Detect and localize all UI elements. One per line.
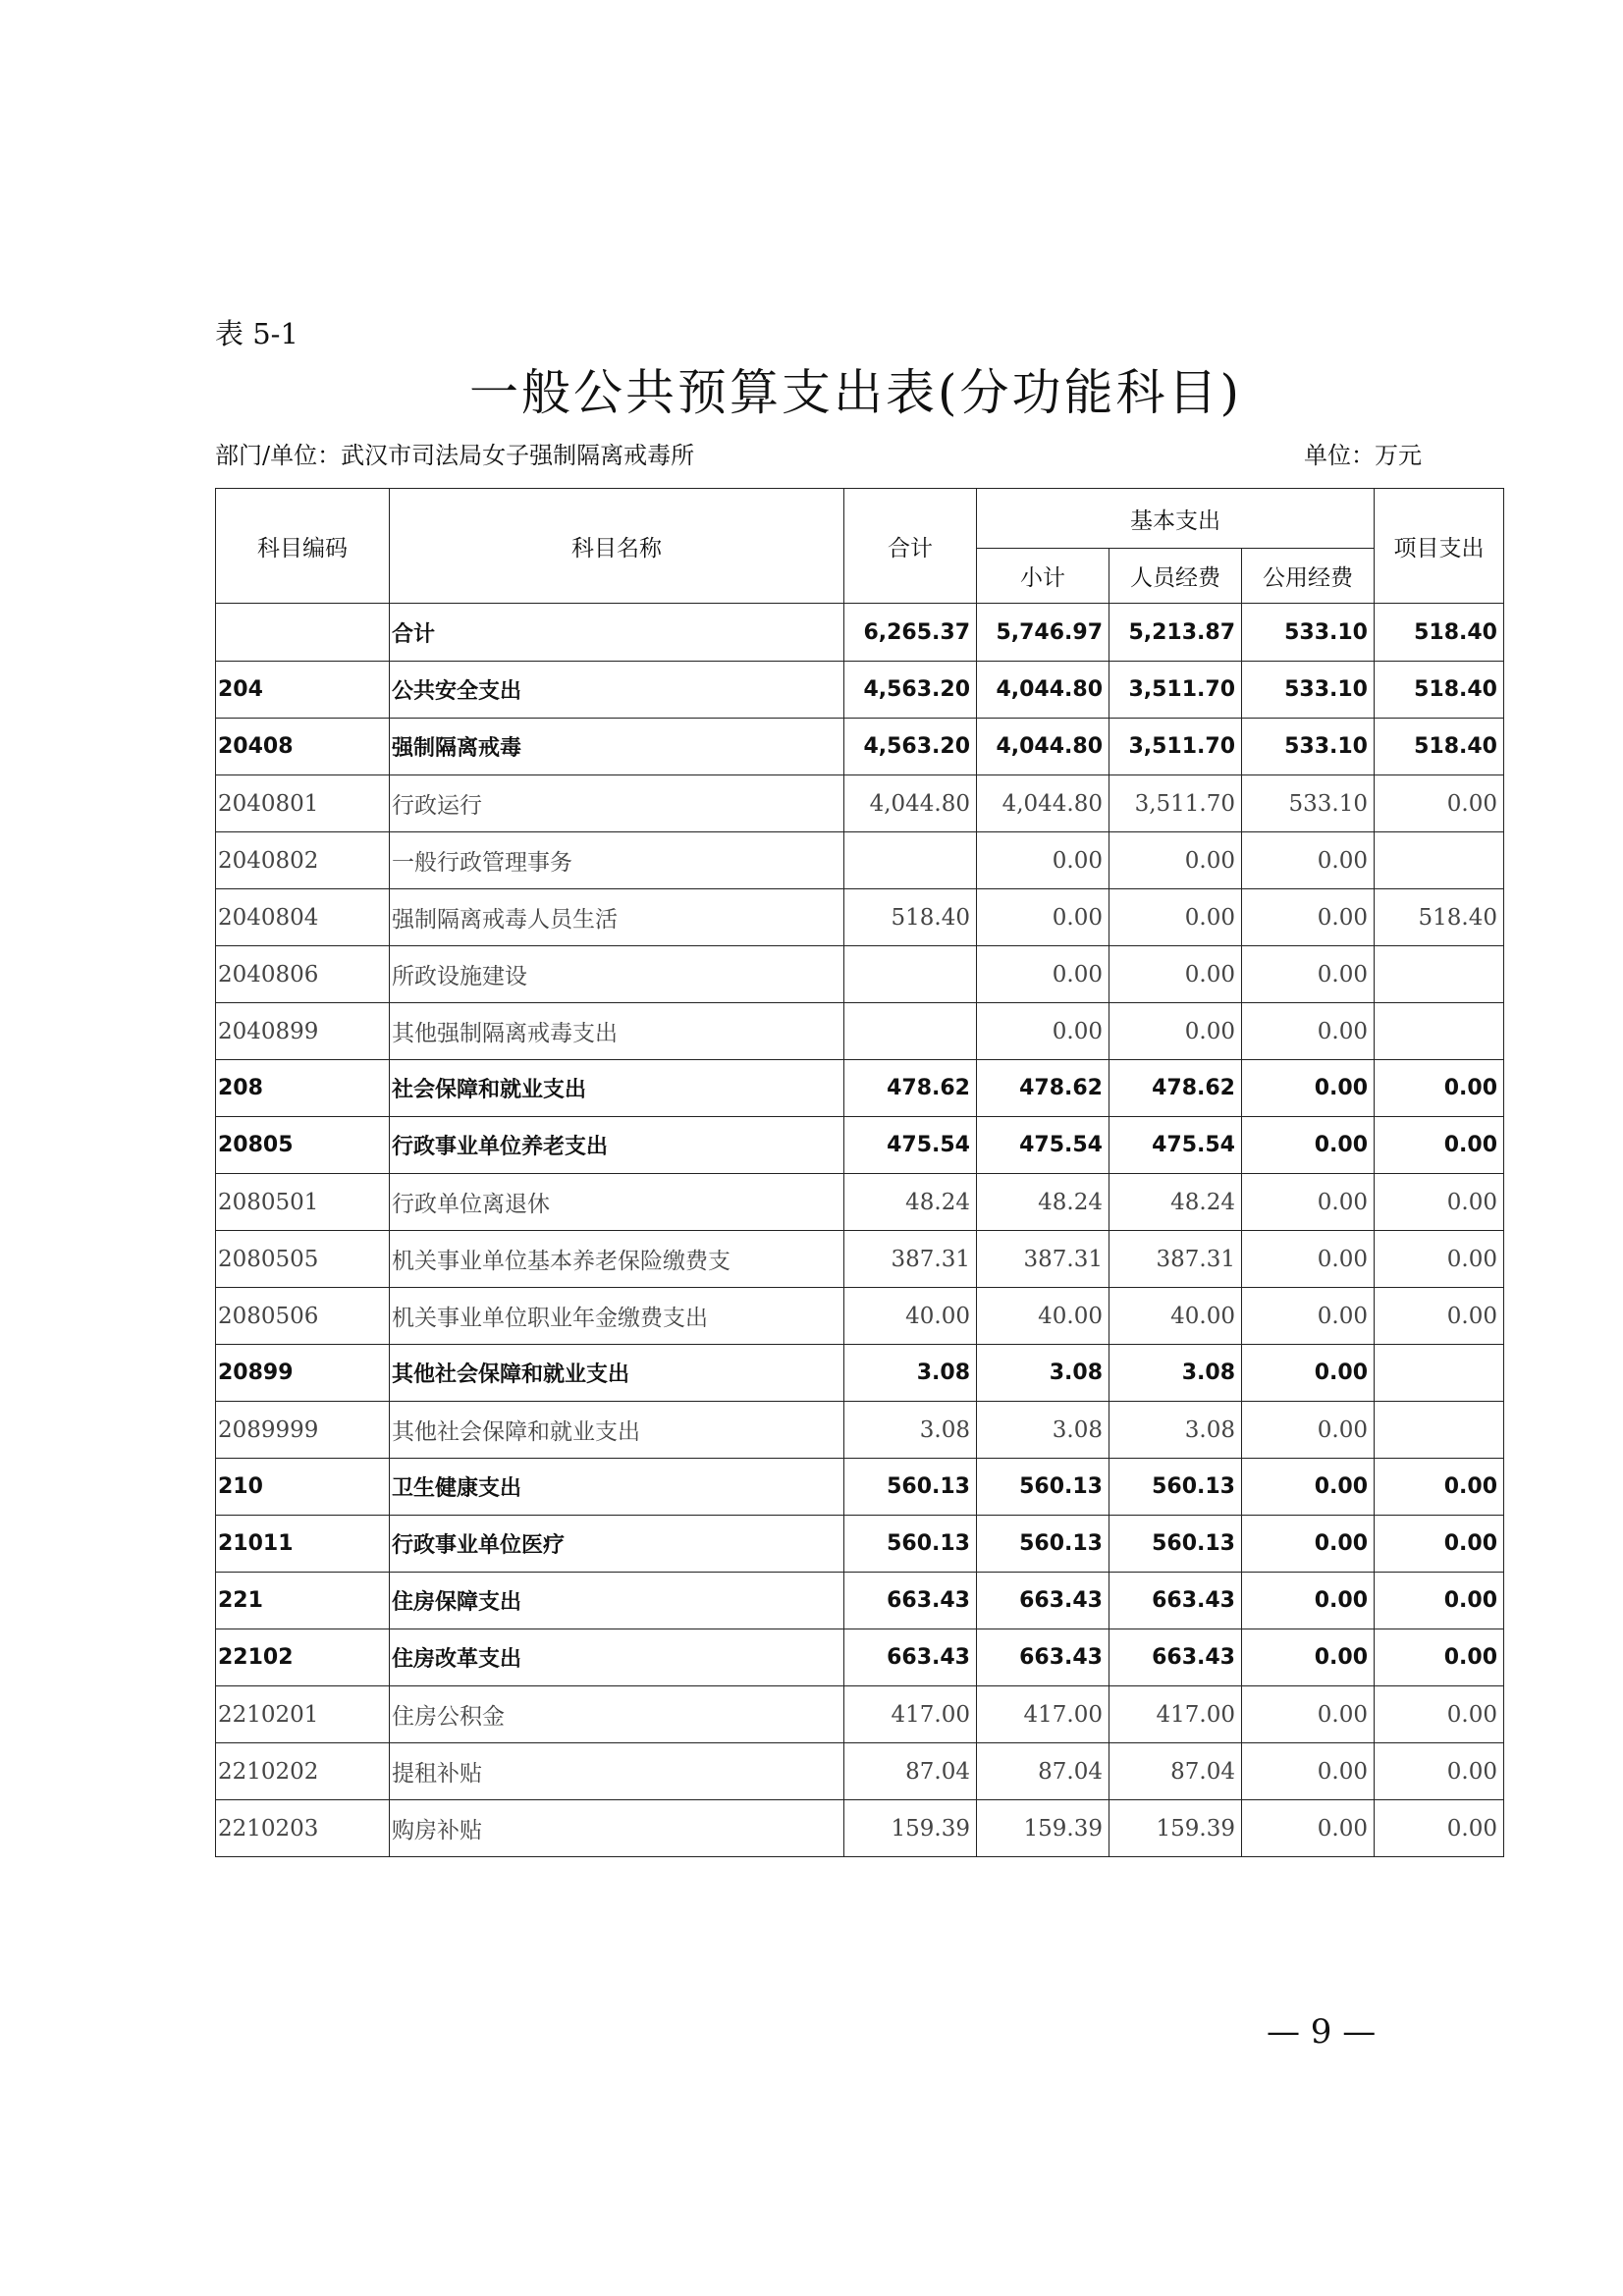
header-total: 合计 — [844, 489, 977, 604]
cell-total — [844, 1003, 977, 1060]
cell-personnel: 663.43 — [1109, 1573, 1242, 1629]
cell-project: 0.00 — [1375, 1516, 1504, 1573]
cell-total: 518.40 — [844, 889, 977, 946]
cell-name: 强制隔离戒毒 — [390, 719, 844, 775]
cell-subtotal: 560.13 — [977, 1459, 1109, 1516]
cell-total: 560.13 — [844, 1459, 977, 1516]
cell-subtotal: 663.43 — [977, 1573, 1109, 1629]
cell-public: 0.00 — [1242, 1231, 1375, 1288]
cell-public: 0.00 — [1242, 1629, 1375, 1686]
cell-public: 0.00 — [1242, 1174, 1375, 1231]
cell-personnel: 387.31 — [1109, 1231, 1242, 1288]
cell-code: 2040801 — [216, 775, 390, 832]
table-row — [216, 1800, 1504, 1857]
cell-subtotal: 0.00 — [977, 832, 1109, 889]
cell-personnel: 560.13 — [1109, 1459, 1242, 1516]
cell-total: 6,265.37 — [844, 604, 977, 662]
table-row — [216, 1117, 1504, 1174]
cell-subtotal: 417.00 — [977, 1686, 1109, 1743]
cell-total: 4,563.20 — [844, 662, 977, 719]
cell-project: 0.00 — [1375, 1573, 1504, 1629]
cell-public: 0.00 — [1242, 1800, 1375, 1857]
table-row — [216, 1629, 1504, 1686]
cell-personnel: 3,511.70 — [1109, 719, 1242, 775]
cell-project: 518.40 — [1375, 604, 1504, 662]
cell-subtotal: 5,746.97 — [977, 604, 1109, 662]
cell-subtotal: 475.54 — [977, 1117, 1109, 1174]
cell-public: 0.00 — [1242, 1402, 1375, 1459]
cell-project: 0.00 — [1375, 1174, 1504, 1231]
cell-subtotal: 560.13 — [977, 1516, 1109, 1573]
table-row — [216, 1402, 1504, 1459]
cell-total: 4,563.20 — [844, 719, 977, 775]
cell-name: 机关事业单位基本养老保险缴费支 — [390, 1231, 844, 1288]
cell-subtotal: 40.00 — [977, 1288, 1109, 1345]
cell-code: 208 — [216, 1060, 390, 1117]
cell-total: 478.62 — [844, 1060, 977, 1117]
table-row — [216, 1573, 1504, 1629]
cell-project: 0.00 — [1375, 1686, 1504, 1743]
cell-public: 0.00 — [1242, 1117, 1375, 1174]
cell-subtotal: 387.31 — [977, 1231, 1109, 1288]
table-row — [216, 1060, 1504, 1117]
cell-total: 48.24 — [844, 1174, 977, 1231]
cell-subtotal: 0.00 — [977, 946, 1109, 1003]
header-basic: 基本支出 — [977, 489, 1375, 549]
cell-name: 强制隔离戒毒人员生活 — [390, 889, 844, 946]
cell-public: 0.00 — [1242, 1459, 1375, 1516]
table-row — [216, 1686, 1504, 1743]
cell-total: 87.04 — [844, 1743, 977, 1800]
cell-public: 533.10 — [1242, 775, 1375, 832]
cell-project — [1375, 1345, 1504, 1402]
cell-total — [844, 946, 977, 1003]
table-row — [216, 1003, 1504, 1060]
header-personnel: 人员经费 — [1109, 549, 1242, 604]
page-title: 一般公共预算支出表(分功能科目) — [468, 364, 1242, 421]
table-row — [216, 1174, 1504, 1231]
header-public: 公用经费 — [1242, 549, 1375, 604]
cell-personnel: 3.08 — [1109, 1345, 1242, 1402]
cell-code: 2080506 — [216, 1288, 390, 1345]
cell-subtotal: 3.08 — [977, 1402, 1109, 1459]
cell-personnel: 475.54 — [1109, 1117, 1242, 1174]
cell-name: 合计 — [390, 604, 844, 662]
cell-project: 0.00 — [1375, 1288, 1504, 1345]
unit-label: 单位：万元 — [1304, 442, 1422, 469]
cell-public: 0.00 — [1242, 1345, 1375, 1402]
cell-personnel: 663.43 — [1109, 1629, 1242, 1686]
header-name: 科目名称 — [390, 489, 844, 604]
cell-subtotal: 478.62 — [977, 1060, 1109, 1117]
cell-public: 0.00 — [1242, 1516, 1375, 1573]
cell-project: 0.00 — [1375, 1629, 1504, 1686]
cell-total: 3.08 — [844, 1402, 977, 1459]
cell-public: 0.00 — [1242, 1003, 1375, 1060]
cell-code: 2210202 — [216, 1743, 390, 1800]
table-row — [216, 946, 1504, 1003]
cell-code: 2080505 — [216, 1231, 390, 1288]
cell-personnel: 0.00 — [1109, 1003, 1242, 1060]
cell-subtotal: 0.00 — [977, 1003, 1109, 1060]
cell-personnel: 5,213.87 — [1109, 604, 1242, 662]
cell-total: 159.39 — [844, 1800, 977, 1857]
cell-name: 其他社会保障和就业支出 — [390, 1345, 844, 1402]
cell-name: 住房保障支出 — [390, 1573, 844, 1629]
cell-code: 20899 — [216, 1345, 390, 1402]
budget-table — [215, 488, 1504, 1857]
cell-personnel: 40.00 — [1109, 1288, 1242, 1345]
cell-name: 住房改革支出 — [390, 1629, 844, 1686]
header-code: 科目编码 — [216, 489, 390, 604]
header-project: 项目支出 — [1375, 489, 1504, 604]
cell-project: 0.00 — [1375, 1231, 1504, 1288]
cell-code: 2040804 — [216, 889, 390, 946]
cell-code: 2210201 — [216, 1686, 390, 1743]
cell-total: 417.00 — [844, 1686, 977, 1743]
cell-subtotal: 0.00 — [977, 889, 1109, 946]
cell-subtotal: 4,044.80 — [977, 662, 1109, 719]
cell-name: 住房公积金 — [390, 1686, 844, 1743]
table-body — [216, 604, 1504, 1857]
cell-name: 其他强制隔离戒毒支出 — [390, 1003, 844, 1060]
cell-personnel: 48.24 — [1109, 1174, 1242, 1231]
cell-subtotal: 4,044.80 — [977, 775, 1109, 832]
cell-personnel: 87.04 — [1109, 1743, 1242, 1800]
cell-subtotal: 48.24 — [977, 1174, 1109, 1231]
table-row — [216, 1345, 1504, 1402]
cell-code: 221 — [216, 1573, 390, 1629]
cell-code: 20408 — [216, 719, 390, 775]
cell-subtotal: 87.04 — [977, 1743, 1109, 1800]
cell-name: 行政事业单位养老支出 — [390, 1117, 844, 1174]
table-row — [216, 604, 1504, 662]
cell-code: 22102 — [216, 1629, 390, 1686]
table-row — [216, 889, 1504, 946]
cell-personnel: 478.62 — [1109, 1060, 1242, 1117]
cell-name: 行政运行 — [390, 775, 844, 832]
cell-personnel: 3,511.70 — [1109, 662, 1242, 719]
cell-total: 663.43 — [844, 1629, 977, 1686]
cell-public: 533.10 — [1242, 662, 1375, 719]
cell-total: 475.54 — [844, 1117, 977, 1174]
cell-public: 0.00 — [1242, 1060, 1375, 1117]
cell-project: 518.40 — [1375, 662, 1504, 719]
cell-code: 210 — [216, 1459, 390, 1516]
cell-personnel: 0.00 — [1109, 889, 1242, 946]
cell-project: 518.40 — [1375, 889, 1504, 946]
cell-public: 0.00 — [1242, 1743, 1375, 1800]
cell-name: 行政事业单位医疗 — [390, 1516, 844, 1573]
cell-personnel: 3,511.70 — [1109, 775, 1242, 832]
cell-code: 2040806 — [216, 946, 390, 1003]
cell-personnel: 3.08 — [1109, 1402, 1242, 1459]
cell-code: 2210203 — [216, 1800, 390, 1857]
cell-public: 0.00 — [1242, 889, 1375, 946]
department-label: 部门/单位：武汉市司法局女子强制隔离戒毒所 — [215, 442, 695, 469]
cell-total: 560.13 — [844, 1516, 977, 1573]
table-row — [216, 1743, 1504, 1800]
table-row — [216, 1231, 1504, 1288]
cell-public: 0.00 — [1242, 1288, 1375, 1345]
cell-public: 0.00 — [1242, 1573, 1375, 1629]
cell-name: 一般行政管理事务 — [390, 832, 844, 889]
cell-personnel: 159.39 — [1109, 1800, 1242, 1857]
cell-project — [1375, 1003, 1504, 1060]
table-row — [216, 1288, 1504, 1345]
cell-subtotal: 4,044.80 — [977, 719, 1109, 775]
cell-project — [1375, 832, 1504, 889]
header-subtotal: 小计 — [977, 549, 1109, 604]
cell-project: 0.00 — [1375, 775, 1504, 832]
cell-personnel: 560.13 — [1109, 1516, 1242, 1573]
cell-total — [844, 832, 977, 889]
cell-subtotal: 159.39 — [977, 1800, 1109, 1857]
cell-code: 2080501 — [216, 1174, 390, 1231]
cell-total: 387.31 — [844, 1231, 977, 1288]
cell-project: 518.40 — [1375, 719, 1504, 775]
cell-personnel: 417.00 — [1109, 1686, 1242, 1743]
cell-public: 533.10 — [1242, 604, 1375, 662]
cell-name: 社会保障和就业支出 — [390, 1060, 844, 1117]
cell-total: 40.00 — [844, 1288, 977, 1345]
cell-project: 0.00 — [1375, 1800, 1504, 1857]
cell-name: 公共安全支出 — [390, 662, 844, 719]
cell-code: 204 — [216, 662, 390, 719]
table-row — [216, 832, 1504, 889]
table-row — [216, 775, 1504, 832]
cell-name: 购房补贴 — [390, 1800, 844, 1857]
cell-name: 所政设施建设 — [390, 946, 844, 1003]
cell-total: 663.43 — [844, 1573, 977, 1629]
cell-project: 0.00 — [1375, 1117, 1504, 1174]
cell-subtotal: 3.08 — [977, 1345, 1109, 1402]
cell-total: 4,044.80 — [844, 775, 977, 832]
cell-name: 行政单位离退休 — [390, 1174, 844, 1231]
cell-code: 21011 — [216, 1516, 390, 1573]
cell-code: 20805 — [216, 1117, 390, 1174]
table-row — [216, 662, 1504, 719]
cell-personnel: 0.00 — [1109, 946, 1242, 1003]
cell-name: 卫生健康支出 — [390, 1459, 844, 1516]
cell-name: 机关事业单位职业年金缴费支出 — [390, 1288, 844, 1345]
cell-public: 0.00 — [1242, 946, 1375, 1003]
cell-project: 0.00 — [1375, 1060, 1504, 1117]
cell-project — [1375, 1402, 1504, 1459]
table-row — [216, 719, 1504, 775]
page-number: — 9 — — [1267, 2012, 1377, 2052]
cell-total: 3.08 — [844, 1345, 977, 1402]
table-row — [216, 1516, 1504, 1573]
cell-subtotal: 663.43 — [977, 1629, 1109, 1686]
cell-project: 0.00 — [1375, 1459, 1504, 1516]
cell-name: 提租补贴 — [390, 1743, 844, 1800]
cell-project — [1375, 946, 1504, 1003]
cell-project: 0.00 — [1375, 1743, 1504, 1800]
table-row — [216, 1459, 1504, 1516]
cell-code: 2040802 — [216, 832, 390, 889]
cell-public: 0.00 — [1242, 832, 1375, 889]
cell-personnel: 0.00 — [1109, 832, 1242, 889]
cell-name: 其他社会保障和就业支出 — [390, 1402, 844, 1459]
cell-code: 2040899 — [216, 1003, 390, 1060]
cell-code: 2089999 — [216, 1402, 390, 1459]
cell-code — [216, 604, 390, 662]
table-label: 表 5-1 — [215, 317, 298, 350]
cell-public: 533.10 — [1242, 719, 1375, 775]
cell-public: 0.00 — [1242, 1686, 1375, 1743]
